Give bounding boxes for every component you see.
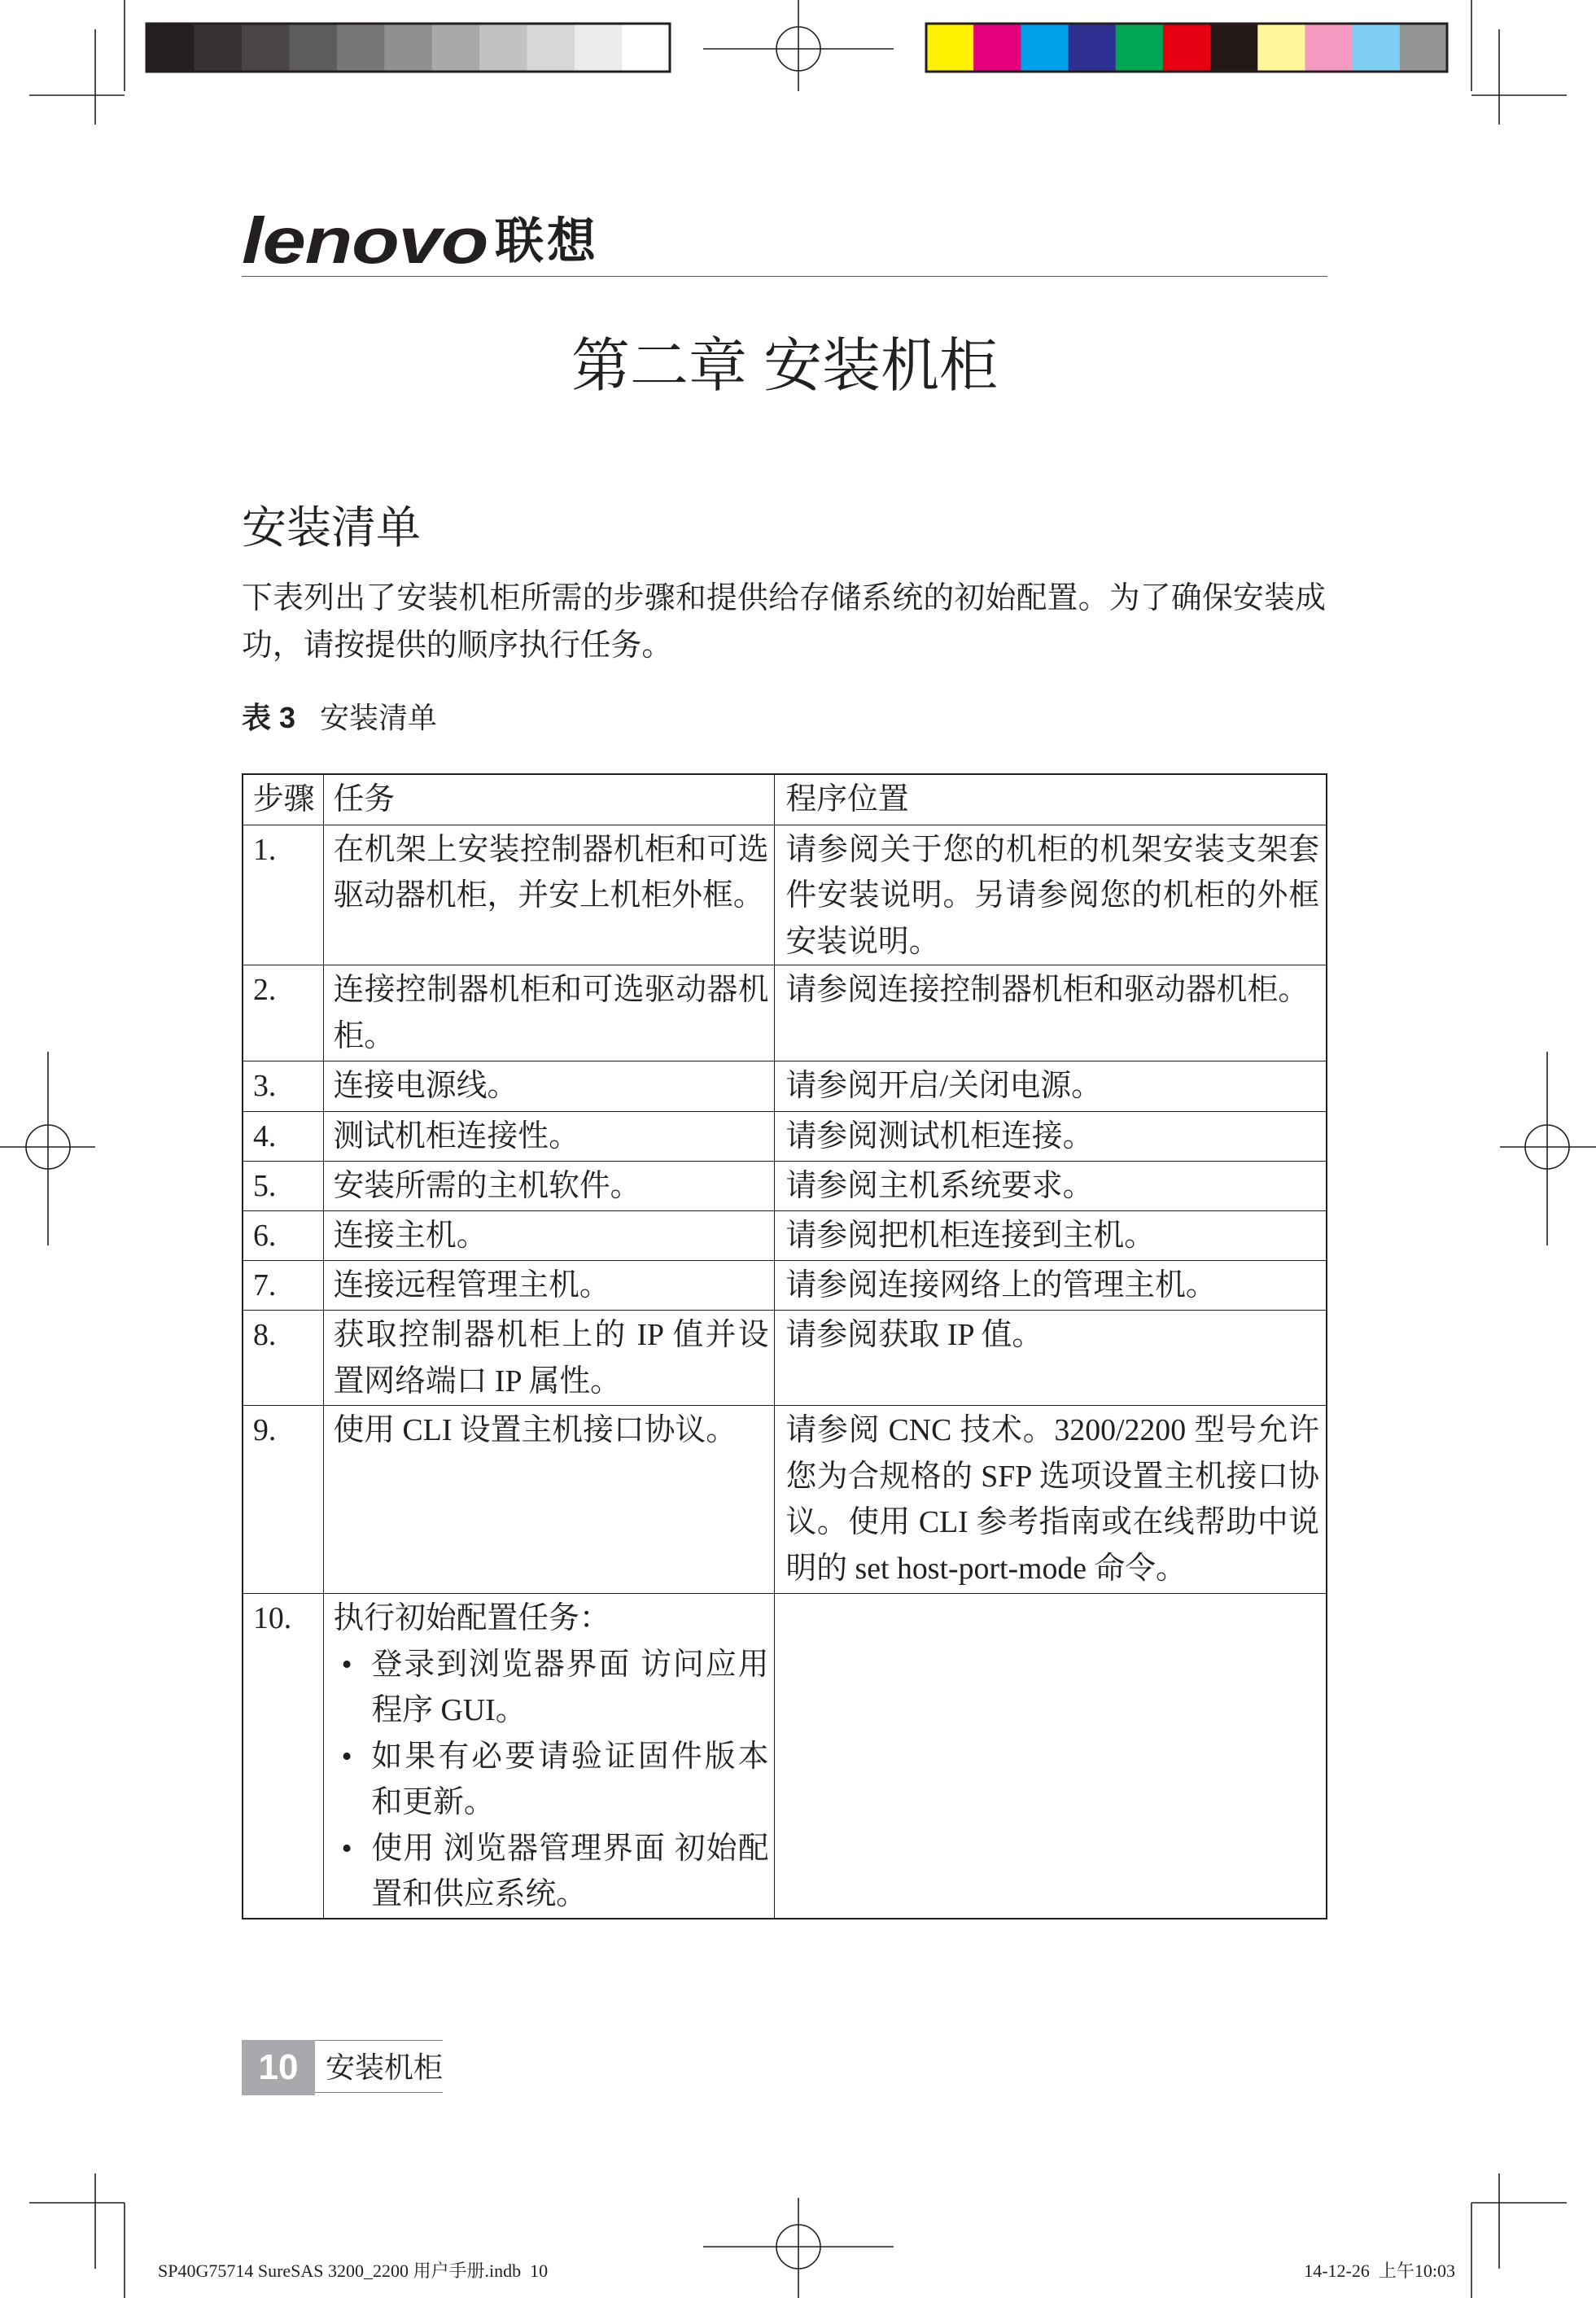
intro-paragraph: 下表列出了安装机柜所需的步骤和提供给存储系统的初始配置。为了确保安装成功，请按提供的顺序执行任务。 (242, 581, 1326, 663)
step-location: 请参阅关于您的机柜的机架安装支架套件安装说明。另请参阅您的机柜的外框安装说明。 (774, 825, 1327, 965)
grayscale-swatch (575, 24, 623, 72)
color-swatch (1021, 24, 1068, 72)
step-task-intro: 执行初始配置任务： (333, 1601, 610, 1635)
task-bullet-item: • 登录到浏览器界面 访问应用程序 GUI。 (334, 1642, 769, 1734)
table-row (243, 1211, 1327, 1261)
color-swatch (1116, 24, 1163, 72)
registration-mark-right (1500, 1052, 1596, 1245)
registration-mark-bottom (703, 2198, 894, 2298)
header-rule (242, 276, 1327, 277)
step-location: 请参阅主机系统要求。 (774, 1162, 1327, 1211)
step-task: 连接主机。 (323, 1211, 774, 1261)
chapter-title: 第二章 安装机柜 (571, 334, 998, 399)
step-location: 请参阅连接控制器机柜和驱动器机柜。 (774, 965, 1327, 1061)
header-location: 程序位置 (774, 774, 1327, 825)
task-bullet-item: • 使用 浏览器管理界面 初始配置和供应系统。 (334, 1826, 769, 1918)
table-row (243, 825, 1327, 965)
page-number: 10 (242, 2040, 315, 2095)
grayscale-bar (146, 24, 670, 72)
grayscale-swatch (289, 24, 337, 72)
step-location: 请参阅获取 IP 值。 (774, 1311, 1327, 1406)
step-task: 使用 CLI 设置主机接口协议。 (323, 1406, 774, 1594)
step-number: 2. (243, 965, 323, 1061)
table-caption (242, 698, 437, 738)
step-number: 5. (243, 1162, 323, 1211)
logo-wordmark-en: lenovo (242, 204, 488, 277)
step-number: 9. (243, 1406, 323, 1594)
logo-wordmark-cn: 联想 (495, 214, 599, 269)
grayscale-swatch (384, 24, 432, 72)
crop-mark-top-left (29, 0, 125, 125)
slug-filename: SP40G75714 SureSAS 3200_2200 用户手册.indb 10 (158, 2261, 549, 2281)
header-task: 任务 (323, 774, 774, 825)
step-location: 请参阅开启/关闭电源。 (774, 1061, 1327, 1112)
header-step: 步骤 (243, 774, 323, 825)
installation-checklist-table (242, 773, 1327, 1919)
slug-timestamp: 14-12-26 上午10:03 (1304, 2261, 1455, 2281)
step-location: 请参阅测试机柜连接。 (774, 1112, 1327, 1162)
task-bullet-item: • 如果有必要请验证固件版本和更新。 (334, 1734, 769, 1826)
step-number: 6. (243, 1211, 323, 1261)
step-number: 8. (243, 1311, 323, 1406)
step-task (323, 1594, 774, 1919)
step-task: 连接电源线。 (323, 1061, 774, 1112)
crop-mark-top-right (1471, 0, 1567, 125)
grayscale-swatch (432, 24, 480, 72)
step-task: 安装所需的主机软件。 (323, 1162, 774, 1211)
table-caption-title: 安装清单 (320, 701, 438, 734)
table-row (243, 965, 1327, 1061)
running-footer-title: 安装机柜 (315, 2040, 443, 2093)
section-heading: 安装清单 (242, 502, 422, 553)
grayscale-swatch (194, 24, 242, 72)
step-task: 连接远程管理主机。 (323, 1261, 774, 1311)
step-number: 3. (243, 1061, 323, 1112)
step-task: 测试机柜连接性。 (323, 1112, 774, 1162)
registration-mark-left (0, 1052, 95, 1245)
color-swatch (1257, 24, 1305, 72)
color-swatch (1069, 24, 1116, 72)
crop-mark-bottom-right (1471, 2173, 1567, 2298)
grayscale-swatch (146, 24, 195, 72)
color-swatch (1400, 24, 1447, 72)
crop-mark-bottom-left (29, 2173, 125, 2298)
table-row (243, 1261, 1327, 1311)
step-task: 在机架上安装控制器机柜和可选驱动器机柜，并安上机柜外框。 (323, 825, 774, 965)
grayscale-swatch (527, 24, 575, 72)
table-row (243, 1311, 1327, 1406)
step-number: 7. (243, 1261, 323, 1311)
table-row (243, 1061, 1327, 1112)
color-swatch (1163, 24, 1210, 72)
task-bullet-list (334, 1642, 769, 1918)
color-swatch (1305, 24, 1352, 72)
step-task: 获取控制器机柜上的 IP 值并设置网络端口 IP 属性。 (323, 1311, 774, 1406)
grayscale-swatch (337, 24, 385, 72)
step-number: 10. (243, 1594, 323, 1919)
lenovo-logo (242, 204, 616, 277)
color-swatch (973, 24, 1021, 72)
step-location: 请参阅连接网络上的管理主机。 (774, 1261, 1327, 1311)
table-caption-label: 表 3 (242, 701, 296, 734)
step-location (774, 1594, 1327, 1919)
table-row (243, 1112, 1327, 1162)
color-swatch (1353, 24, 1400, 72)
grayscale-swatch (242, 24, 290, 72)
table-row (243, 1594, 1327, 1919)
table-row (243, 1162, 1327, 1211)
grayscale-swatch (623, 24, 671, 72)
color-bar (926, 24, 1447, 72)
registration-mark-top (703, 0, 894, 91)
step-location: 请参阅 CNC 技术。3200/2200 型号允许您为合规格的 SFP 选项设置主机接口协议。使用 CLI 参考指南或在线帮助中说明的 set host-port-mode 命令。 (774, 1406, 1327, 1594)
grayscale-swatch (479, 24, 527, 72)
step-location: 请参阅把机柜连接到主机。 (774, 1211, 1327, 1261)
color-swatch (926, 24, 973, 72)
table-header-row (243, 774, 1327, 825)
step-number: 1. (243, 825, 323, 965)
step-task: 连接控制器机柜和可选驱动器机柜。 (323, 965, 774, 1061)
step-number: 4. (243, 1112, 323, 1162)
table-row (243, 1406, 1327, 1594)
color-swatch (1210, 24, 1257, 72)
